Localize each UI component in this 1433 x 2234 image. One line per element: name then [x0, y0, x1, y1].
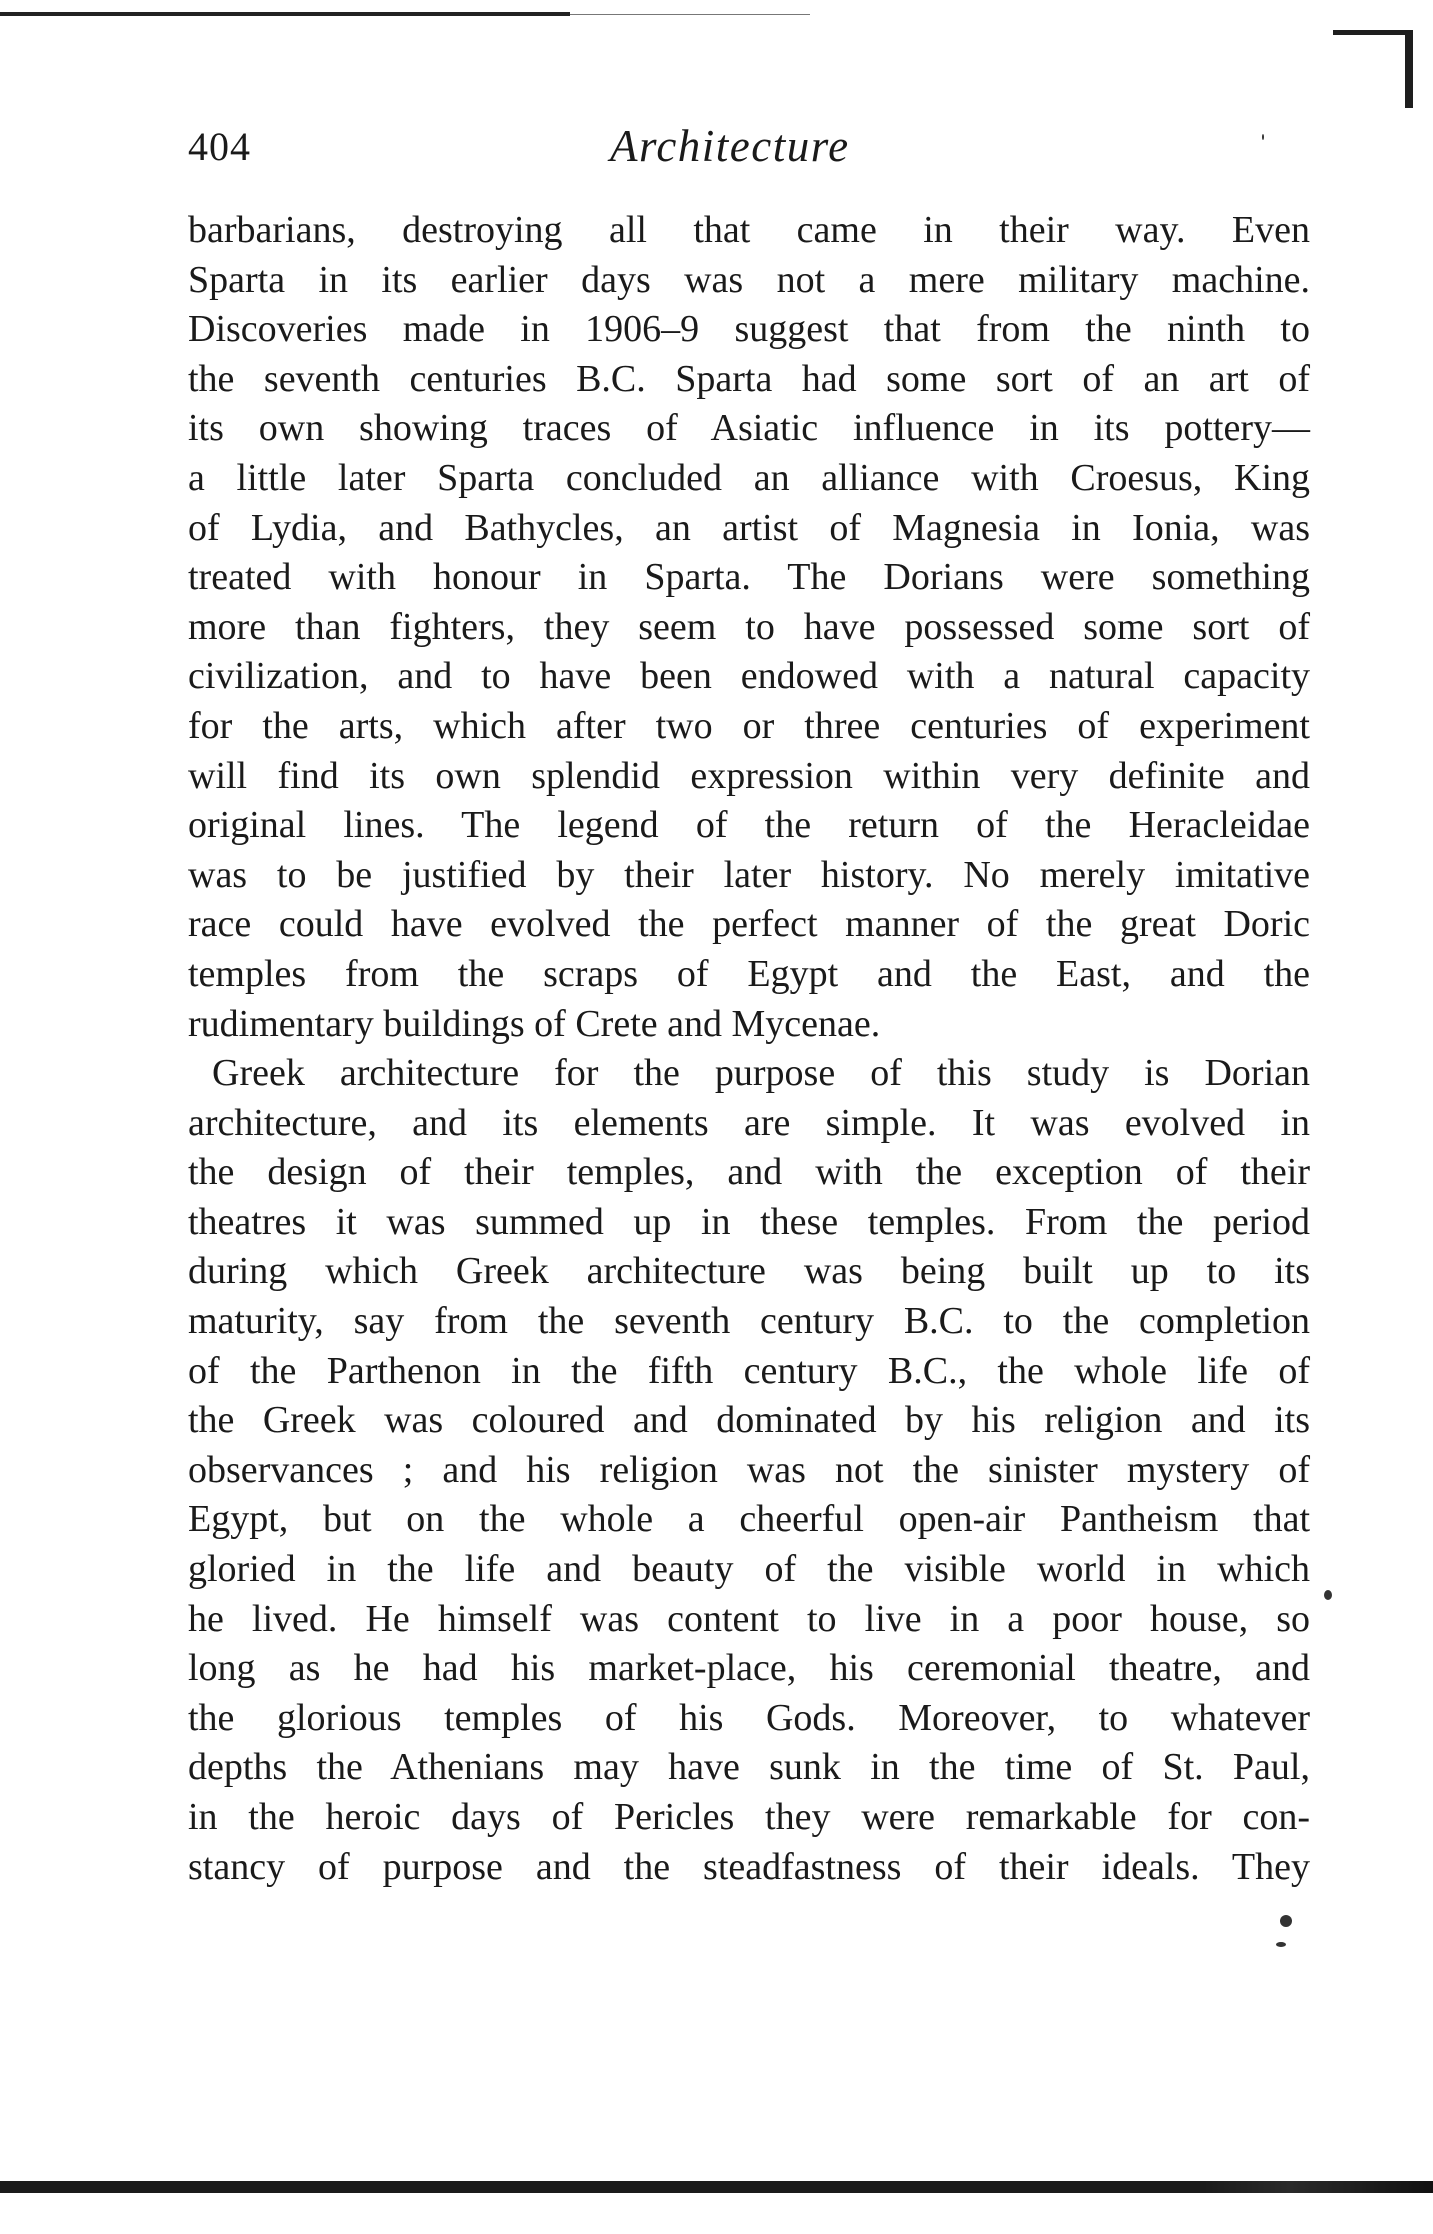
text-line: for the arts, which after two or three centuries of experiment: [188, 704, 1310, 747]
text-line: he lived. He himself was content to live in a poor house, so: [188, 1597, 1310, 1640]
text-line: theatres it was summed up in these temples. From the period: [188, 1200, 1310, 1243]
text-line: Greek architecture for the purpose of this study is Dorian: [212, 1052, 1310, 1095]
text-line: Sparta in its earlier days was not a mere military machine.: [188, 258, 1310, 301]
text-line: a little later Sparta concluded an alliance with Croesus, King: [188, 456, 1310, 499]
text-line: of the Parthenon in the fifth century B.C., the whole life of: [188, 1349, 1310, 1392]
top-scan-rule-thin: [570, 14, 810, 15]
corner-mark-horizontal: [1333, 30, 1413, 35]
text-line: in the heroic days of Pericles they were remarkable for con-: [188, 1796, 1310, 1838]
text-line: Egypt, but on the whole a cheerful open-air Pantheism that: [188, 1498, 1310, 1541]
ink-speck: [1280, 1915, 1292, 1927]
text-line: depths the Athenians may have sunk in the time of St. Paul,: [188, 1746, 1310, 1789]
text-line: original lines. The legend of the return of the Heracleidae: [188, 804, 1310, 847]
text-line: its own showing traces of Asiatic influence in its pottery—: [188, 407, 1310, 450]
text-line: the glorious temples of his Gods. Moreover, to whatever: [188, 1696, 1310, 1739]
paragraph: [188, 1049, 1310, 1892]
bottom-scan-rule: [0, 2181, 1433, 2193]
text-line: rudimentary buildings of Crete and Mycenae.: [188, 1002, 881, 1045]
ink-speck: [1276, 1942, 1286, 1947]
text-line: Discoveries made in 1906–9 suggest that from the ninth to: [188, 308, 1310, 351]
text-line: observances ; and his religion was not the sinister mystery of: [188, 1448, 1310, 1491]
top-scan-rule: [0, 12, 570, 16]
text-line: the Greek was coloured and dominated by his religion and its: [188, 1399, 1310, 1442]
text-line: race could have evolved the perfect manner of the great Doric: [188, 903, 1310, 946]
text-line: gloried in the life and beauty of the visible world in which: [188, 1548, 1310, 1591]
text-line: maturity, say from the seventh century B.C. to the completion: [188, 1300, 1310, 1343]
text-line: the design of their temples, and with the exception of their: [188, 1151, 1310, 1194]
text-line: more than fighters, they seem to have possessed some sort of: [188, 605, 1310, 648]
running-title: Architecture: [610, 121, 850, 171]
text-line: temples from the scraps of Egypt and the East, and the: [188, 952, 1310, 995]
text-line: long as he had his market-place, his ceremonial theatre, and: [188, 1647, 1310, 1690]
text-line: during which Greek architecture was being built up to its: [188, 1250, 1310, 1293]
text-line: the seventh centuries B.C. Sparta had some sort of an art of: [188, 357, 1310, 400]
ink-speck: [1262, 134, 1264, 140]
text-line: architecture, and its elements are simple. It was evolved in: [188, 1101, 1310, 1144]
page-number: 404: [188, 124, 251, 169]
text-line: was to be justified by their later history. No merely imitative: [188, 853, 1310, 896]
corner-mark-vertical: [1405, 30, 1413, 108]
text-line: barbarians, destroying all that came in their way. Even: [188, 209, 1310, 251]
text-line: will find its own splendid expression within very definite and: [188, 754, 1310, 797]
text-line: of Lydia, and Bathycles, an artist of Magnesia in Ionia, was: [188, 506, 1310, 549]
body-text: [188, 206, 1310, 1892]
text-line: treated with honour in Sparta. The Dorians were something: [188, 556, 1310, 599]
text-line: civilization, and to have been endowed with a natural capacity: [188, 655, 1310, 698]
paragraph: [188, 206, 1310, 1049]
text-line: stancy of purpose and the steadfastness of their ideals. They: [188, 1845, 1310, 1888]
ink-speck: [1324, 1590, 1332, 1600]
